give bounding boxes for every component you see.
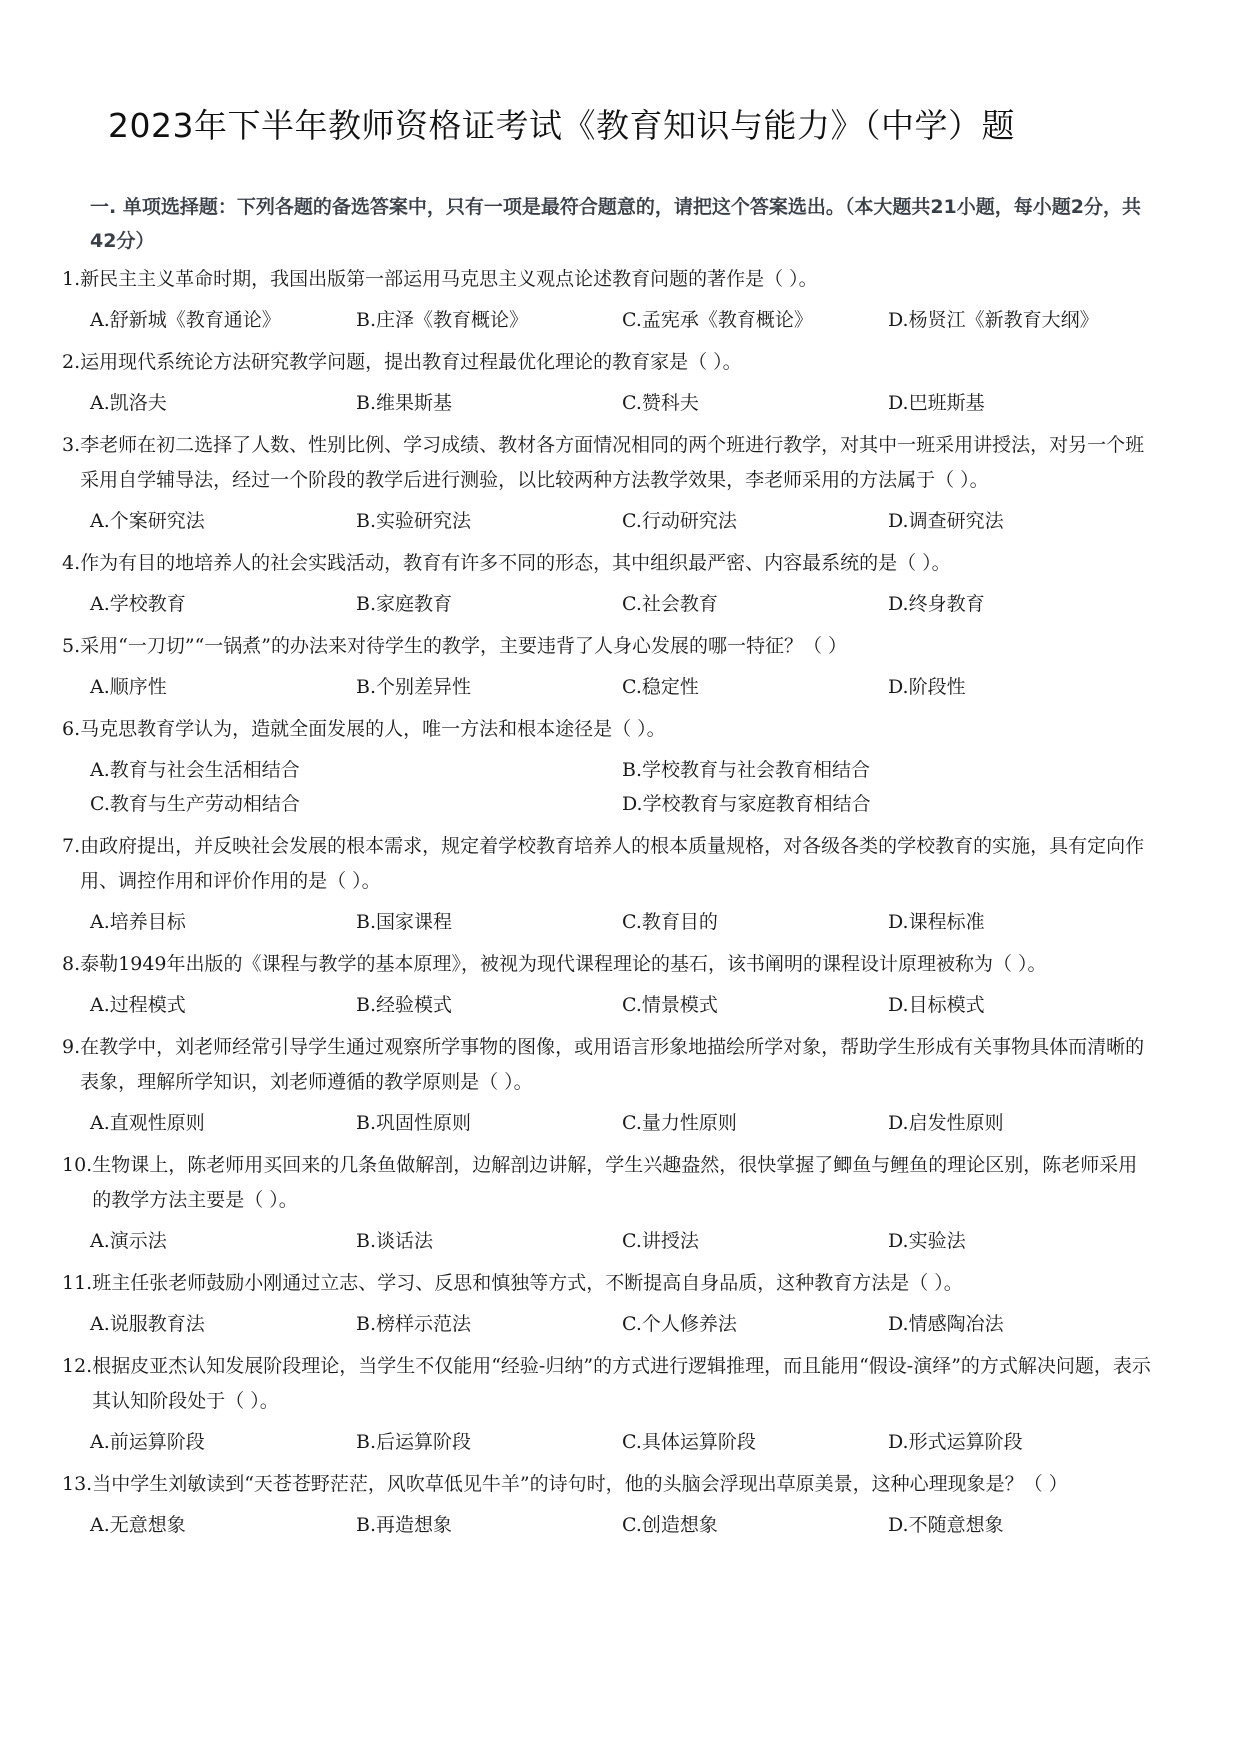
question-2 bbox=[62, 345, 1152, 420]
question-stem: 李老师在初二选择了人数、性别比例、学习成绩、教材各方面情况相同的两个班进行教学，对其中一班采用讲授法，对另一个班采用自学辅导法，经过一个阶段的教学后进行测验，以比较两种方法教学效果，李老师采用的方法属于（ ）。 bbox=[80, 434, 1145, 491]
option-c: C.孟宪承《教育概论》 bbox=[622, 309, 813, 331]
question-stem: 在教学中，刘老师经常引导学生通过观察所学事物的图像，或用语言形象地描绘所学对象，帮助学生形成有关事物具体而清晰的表象，理解所学知识，刘老师遵循的教学原则是（ ）。 bbox=[80, 1036, 1145, 1093]
question-number: 13. bbox=[62, 1473, 93, 1495]
option-d: D.巴班斯基 bbox=[888, 392, 985, 414]
question-10 bbox=[62, 1148, 1152, 1258]
question-13 bbox=[62, 1467, 1152, 1542]
option-a: A.无意想象 bbox=[90, 1514, 186, 1536]
option-c: C.个人修养法 bbox=[622, 1313, 737, 1335]
option-a: A.舒新城《教育通论》 bbox=[90, 309, 281, 331]
question-stem: 新民主主义革命时期，我国出版第一部运用马克思主义观点论述教育问题的著作是（ ）。 bbox=[80, 268, 818, 290]
option-b: B.学校教育与社会教育相结合 bbox=[622, 759, 871, 781]
option-c: C.具体运算阶段 bbox=[622, 1431, 756, 1453]
option-d: D.启发性原则 bbox=[888, 1112, 1004, 1134]
question-6 bbox=[62, 712, 1152, 821]
option-b: B.国家课程 bbox=[356, 911, 453, 933]
option-a: A.个案研究法 bbox=[90, 510, 205, 532]
option-d: D.形式运算阶段 bbox=[888, 1431, 1023, 1453]
option-d: D.学校教育与家庭教育相结合 bbox=[622, 793, 871, 815]
question-number: 11. bbox=[62, 1272, 93, 1294]
question-number: 3. bbox=[62, 434, 81, 456]
option-c: C.量力性原则 bbox=[622, 1112, 737, 1134]
option-b: B.后运算阶段 bbox=[356, 1431, 472, 1453]
option-a: A.过程模式 bbox=[90, 994, 186, 1016]
question-stem: 当中学生刘敏读到“天苍苍野茫茫，风吹草低见牛羊”的诗句时，他的头脑会浮现出草原美景，这种心理现象是？（ ） bbox=[92, 1473, 1068, 1495]
page-title: 2023年下半年教师资格证考试《教育知识与能力》（中学）题 bbox=[108, 106, 1015, 145]
question-7 bbox=[62, 829, 1152, 939]
question-number: 2. bbox=[62, 351, 81, 373]
question-list bbox=[62, 262, 1152, 1550]
option-d: D.实验法 bbox=[888, 1230, 966, 1252]
option-b: B.实验研究法 bbox=[356, 510, 472, 532]
option-a: A.学校教育 bbox=[90, 593, 186, 615]
question-number: 1. bbox=[62, 268, 81, 290]
option-a: A.说服教育法 bbox=[90, 1313, 205, 1335]
option-d: D.情感陶冶法 bbox=[888, 1313, 1004, 1335]
option-d: D.目标模式 bbox=[888, 994, 985, 1016]
question-number: 6. bbox=[62, 718, 81, 740]
option-b: B.经验模式 bbox=[356, 994, 453, 1016]
option-b: B.再造想象 bbox=[356, 1514, 453, 1536]
question-number: 9. bbox=[62, 1036, 81, 1058]
question-5 bbox=[62, 629, 1152, 704]
option-a: A.凯洛夫 bbox=[90, 392, 167, 414]
question-number: 7. bbox=[62, 835, 81, 857]
question-stem: 泰勒1949年出版的《课程与教学的基本原理》，被视为现代课程理论的基石，该书阐明的课程设计原理被称为（ ）。 bbox=[80, 953, 1047, 975]
option-c: C.创造想象 bbox=[622, 1514, 718, 1536]
option-c: C.情景模式 bbox=[622, 994, 718, 1016]
option-c: C.赞科夫 bbox=[622, 392, 699, 414]
question-number: 8. bbox=[62, 953, 81, 975]
option-d: D.杨贤江《新教育大纲》 bbox=[888, 309, 1099, 331]
question-number: 4. bbox=[62, 552, 81, 574]
option-b: B.家庭教育 bbox=[356, 593, 453, 615]
question-1 bbox=[62, 262, 1152, 337]
option-d: D.不随意想象 bbox=[888, 1514, 1004, 1536]
section-header: 一. 单项选择题：下列各题的备选答案中，只有一项是最符合题意的，请把这个答案选出。（本大题共21小题，每小题2分，共42分） bbox=[90, 196, 1141, 252]
question-number: 10. bbox=[62, 1154, 93, 1176]
option-a: A.培养目标 bbox=[90, 911, 186, 933]
option-c: C.社会教育 bbox=[622, 593, 718, 615]
option-b: B.谈话法 bbox=[356, 1230, 434, 1252]
option-a: A.直观性原则 bbox=[90, 1112, 205, 1134]
question-stem: 班主任张老师鼓励小刚通过立志、学习、反思和慎独等方式，不断提高自身品质，这种教育方法是（ ）。 bbox=[92, 1272, 963, 1294]
question-stem: 生物课上，陈老师用买回来的几条鱼做解剖，边解剖边讲解，学生兴趣盎然，很快掌握了鲫鱼与鲤鱼的理论区别，陈老师采用的教学方法主要是（ ）。 bbox=[92, 1154, 1138, 1211]
question-12 bbox=[62, 1349, 1152, 1459]
question-number: 12. bbox=[62, 1355, 93, 1377]
option-c: C.教育目的 bbox=[622, 911, 718, 933]
option-c: C.讲授法 bbox=[622, 1230, 699, 1252]
question-8 bbox=[62, 947, 1152, 1022]
option-b: B.个别差异性 bbox=[356, 676, 472, 698]
option-b: B.维果斯基 bbox=[356, 392, 453, 414]
option-a: A.教育与社会生活相结合 bbox=[90, 759, 300, 781]
question-stem: 运用现代系统论方法研究教学问题，提出教育过程最优化理论的教育家是（ ）。 bbox=[80, 351, 742, 373]
option-d: D.终身教育 bbox=[888, 593, 985, 615]
question-3 bbox=[62, 428, 1152, 538]
question-9 bbox=[62, 1030, 1152, 1140]
option-d: D.课程标准 bbox=[888, 911, 985, 933]
option-d: D.调查研究法 bbox=[888, 510, 1004, 532]
question-stem: 马克思教育学认为，造就全面发展的人，唯一方法和根本途径是（ ）。 bbox=[80, 718, 666, 740]
question-stem: 根据皮亚杰认知发展阶段理论，当学生不仅能用“经验-归纳”的方式进行逻辑推理，而且能用“假设-演绎”的方式解决问题，表示其认知阶段处于（ ）。 bbox=[92, 1355, 1151, 1412]
question-stem: 作为有目的地培养人的社会实践活动，教育有许多不同的形态，其中组织最严密、内容最系统的是（ ）。 bbox=[80, 552, 951, 574]
option-b: B.巩固性原则 bbox=[356, 1112, 472, 1134]
option-a: A.前运算阶段 bbox=[90, 1431, 205, 1453]
option-c: C.行动研究法 bbox=[622, 510, 737, 532]
option-c: C.稳定性 bbox=[622, 676, 699, 698]
question-stem: 由政府提出，并反映社会发展的根本需求，规定着学校教育培养人的根本质量规格，对各级各类的学校教育的实施，具有定向作用、调控作用和评价作用的是（ ）。 bbox=[80, 835, 1145, 892]
option-d: D.阶段性 bbox=[888, 676, 966, 698]
question-stem: 采用“一刀切”“一锅煮”的办法来对待学生的教学，主要违背了人身心发展的哪一特征？（ ） bbox=[80, 635, 848, 657]
option-b: B.榜样示范法 bbox=[356, 1313, 472, 1335]
question-4 bbox=[62, 546, 1152, 621]
option-a: A.演示法 bbox=[90, 1230, 167, 1252]
option-c: C.教育与生产劳动相结合 bbox=[90, 793, 300, 815]
option-a: A.顺序性 bbox=[90, 676, 167, 698]
question-11 bbox=[62, 1266, 1152, 1341]
option-b: B.庄泽《教育概论》 bbox=[356, 309, 529, 331]
question-number: 5. bbox=[62, 635, 81, 657]
